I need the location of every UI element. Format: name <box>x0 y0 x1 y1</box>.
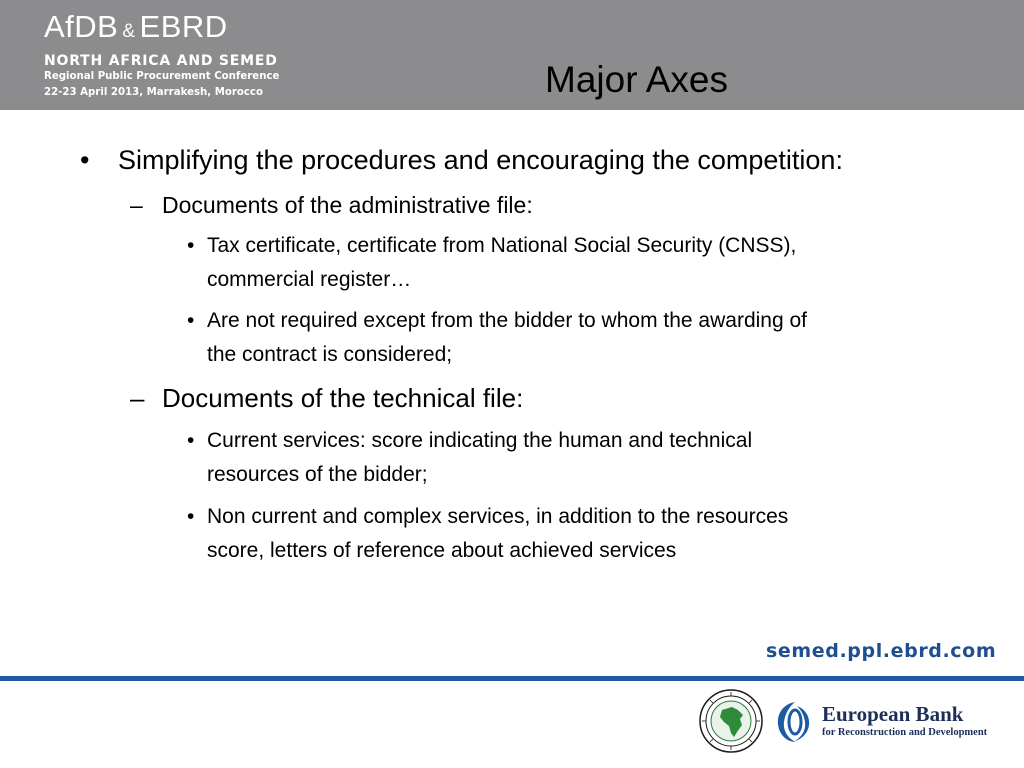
list-item <box>187 304 807 372</box>
dash-marker: – <box>130 383 145 413</box>
conference-name: Regional Public Procurement Conference <box>44 71 280 82</box>
ampersand: & <box>122 21 136 42</box>
list-item-line: Tax certificate, certificate from National Social Security (CNSS), <box>207 234 797 257</box>
bullet-text: Simplifying the procedures and encouraging the competition: <box>118 145 843 175</box>
list-item-line: resources of the bidder; <box>207 463 428 486</box>
region-subtitle: NORTH AFRICA AND SEMED <box>44 53 278 69</box>
list-item <box>187 229 797 297</box>
list-item <box>187 424 753 492</box>
afdb-seal-icon <box>698 688 764 754</box>
footer-divider <box>0 676 1024 681</box>
list-item-line: the contract is considered; <box>207 343 453 366</box>
sub-bullet-text: Documents of the administrative file: <box>162 192 533 218</box>
bullet-dot: • <box>80 145 90 175</box>
sub-bullet-text: Documents of the technical file: <box>162 383 524 413</box>
bullet-dot: • <box>187 429 195 452</box>
list-item-line: Non current and complex services, in addition to the resources <box>207 505 789 528</box>
conference-date-place: 22-23 April 2013, Marrakesh, Morocco <box>44 87 263 98</box>
bullet-dot: • <box>187 309 195 332</box>
sub-bullet-administrative <box>130 189 533 221</box>
ebrd-logo-icon <box>775 700 815 744</box>
ebrd-name: European Bank <box>822 702 964 726</box>
bullet-level1 <box>80 142 843 178</box>
ebrd-tagline: for Reconstruction and Development <box>822 727 988 738</box>
list-item-line: score, letters of reference about achieved services <box>207 539 677 562</box>
ebrd-wordmark: EBRD <box>139 9 228 44</box>
footer-website-url: semed.ppl.ebrd.com <box>766 640 997 662</box>
afdb-wordmark: AfDB <box>44 9 119 44</box>
list-item-line: Current services: score indicating the human and technical <box>207 429 753 452</box>
sub-bullet-technical <box>130 381 524 415</box>
list-item-line: Are not required except from the bidder to whom the awarding of <box>207 309 807 332</box>
list-item-line: commercial register… <box>207 268 412 291</box>
list-item <box>187 500 789 568</box>
dash-marker: – <box>130 192 143 218</box>
slide-title: Major Axes <box>545 59 729 100</box>
bullet-dot: • <box>187 505 195 528</box>
bullet-dot: • <box>187 234 195 257</box>
